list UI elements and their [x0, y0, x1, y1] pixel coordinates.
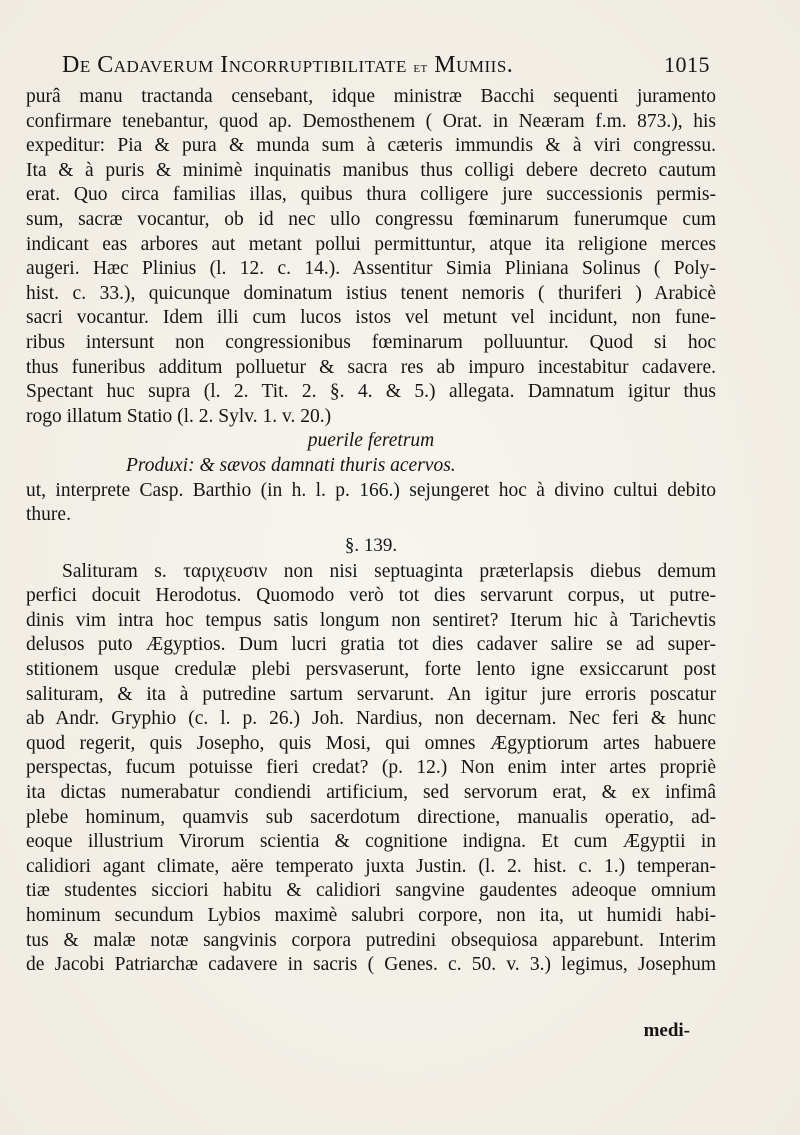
text-line: stitionem usque credulæ plebi persvaserunt, forte lento igne exsiccarunt post — [26, 659, 716, 681]
text-line: salituram, & ita à putredine sartum servarunt. An igitur jure erroris poscatur — [26, 683, 716, 705]
text-line: Salituram s. ταριχευσιν non nisi septuaginta præterlapsis diebus demum — [62, 560, 716, 582]
paragraph-continued — [26, 85, 716, 429]
text-line: ab Andr. Gryphio (c. l. p. 26.) Joh. Nardius, non decernam. Nec feri & hunc — [26, 708, 716, 730]
page-number: 1015 — [664, 52, 710, 77]
running-title-connective: et — [413, 60, 428, 76]
running-title-part1: De Cadaverum Incorruptibilitate — [62, 52, 407, 78]
text-line: ut, interprete Casp. Barthio (in h. l. p. 166.) sejungeret hoc à divino cultui debito — [26, 479, 716, 501]
text-line: confirmare tenebantur, quod ap. Demosthenem ( Orat. in Neæram f.m. 873.), his — [26, 110, 716, 132]
text-line: plebe hominum, quamvis sub sacerdotum directione, manualis operatio, ad- — [26, 806, 716, 828]
paragraph-section-139 — [26, 560, 716, 978]
text-line: hominum secundum Lybios maximè salubri corpore, non ita, ut humidi habi- — [26, 905, 716, 926]
text-line: tus & malæ notæ sangvinis corpora putredini obsequiosa apparebunt. Interim — [26, 929, 716, 951]
text-line: erat. Quo circa familias illas, quibus thura colligere jure successionis permis- — [26, 184, 716, 206]
text-line: tiæ studentes sicciori habitu & calidiori sangvine gaudentes adeoque omnium — [26, 880, 716, 902]
text-line: purâ manu tractanda censebant, idque ministræ Bacchi sequenti juramento — [26, 86, 716, 107]
running-title-part2: Mumiis. — [434, 52, 514, 78]
text-line: perfici docuit Herodotus. Quomodo verò tot dies servarunt corpus, ut putre- — [26, 585, 716, 607]
text-line: calidiori agant climate, aëre temperato juxta Justin. (l. 2. hist. c. 1.) temperan- — [26, 855, 716, 877]
text-line: Ita & à puris & minimè inquinatis manibus thus colligi debere decreto cautum — [26, 159, 716, 181]
verse-line: Produxi: & sævos damnati thuris acervos. — [126, 454, 456, 476]
paragraph-after-verse — [26, 479, 716, 528]
text-line: sacri vocantur. Idem illi cum lucos istos vel metunt vel incidunt, non fune- — [26, 307, 716, 329]
text-line: delusos puto Ægyptios. Dum lucri gratia tot dies cadaver salire se ad super- — [26, 634, 716, 656]
verse-line: puerile feretrum — [307, 430, 435, 452]
text-line: rogo illatum Statio (l. 2. Sylv. 1. v. 20.) — [26, 405, 332, 427]
text-line: thure. — [26, 504, 71, 526]
text-line: dinis vim intra hoc tempus satis longum non sentiret? Iterum hic à Tarichevtis — [26, 609, 716, 631]
text-line: eoque illustrium Virorum scientia & cognitione indigna. Et cum Ægyptii in — [26, 831, 716, 853]
text-line: sum, sacræ vocantur, ob id nec ullo congressu fœminarum funerumque cum — [26, 208, 716, 230]
text-line: hist. c. 33.), quicunque dominatum istius tenent nemoris ( thuriferi ) Arabicè — [26, 282, 716, 304]
catchword: medi- — [643, 1020, 690, 1041]
text-line: ribus intersunt non congressionibus fœminarum polluuntur. Quod si hoc — [26, 331, 716, 353]
text-line: expeditur: Pia & pura & munda sum à cæteris immundis & à viri congressu. — [26, 135, 716, 157]
text-line: de Jacobi Patriarchæ cadavere in sacris ( Genes. c. 50. v. 3.) legimus, Josephum — [26, 954, 716, 976]
text-line: Spectant huc supra (l. 2. Tit. 2. §. 4. & 5.) allegata. Damnatum igitur thus — [26, 381, 716, 403]
text-line: indicant eas arbores aut metant pollui permittuntur, atque ita religione merces — [26, 233, 716, 255]
text-line: quod regerit, quis Josepho, quis Mosi, qui omnes Ægyptiorum artes habuere — [26, 732, 716, 754]
text-line: perspectas, fucum potuisse fieri credat? (p. 12.) Non enim inter artes propriè — [26, 757, 716, 779]
text-line: thus funeribus additum polluetur & sacra res ab impuro incestabitur cadavere. — [26, 356, 716, 378]
text-line: augeri. Hæc Plinius (l. 12. c. 14.). Assentitur Simia Pliniana Solinus ( Poly- — [26, 258, 716, 280]
running-header — [62, 52, 710, 79]
section-heading: §. 139. — [344, 534, 398, 556]
text-line: ita dictas numerabatur condiendi artificium, sed servorum erat, & ex infimâ — [26, 782, 716, 804]
running-title — [62, 52, 513, 79]
